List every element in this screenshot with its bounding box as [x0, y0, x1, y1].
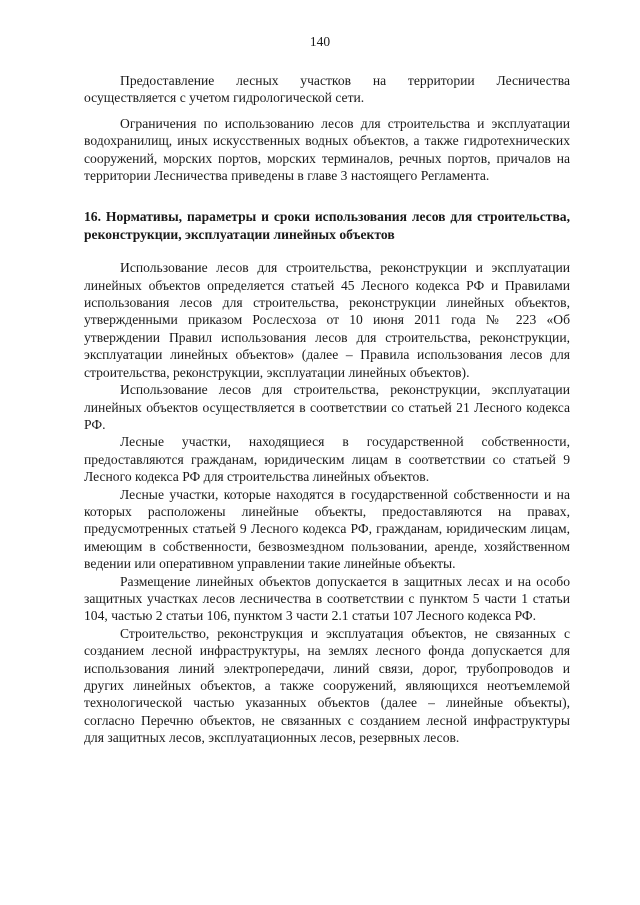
- paragraph-forest-plots-hydrology: Предоставление лесных участков на территории Лесничества осуществляется с учетом гидрологической сети.: [84, 73, 570, 106]
- paragraph-water-restrictions: Ограничения по использованию лесов для строительства и эксплуатации водохранилищ, иных искусственных водных объектов, а также гидротехнических сооружений, морских портов, морских терминалов, речных портов, причалов на территории Лесничества приведены в главе 3 настоящего Регламента.: [84, 115, 570, 184]
- section-paragraph: Лесные участки, которые находятся в государственной собственности и на которых расположены линейные объекты, предоставляются на правах, предусмотренных статьей 9 Лесного кодекса РФ, гражданам, юридическим лицам, имеющим в собственности, безвозмездном пользовании, аренде, хозяйственном ведении или оперативном управлении такие линейные объекты.: [84, 486, 570, 572]
- section-paragraph: Размещение линейных объектов допускается в защитных лесах и на особо защитных участках лесов лесничества в соответствии с пунктом 5 части 1 статьи 104, частью 2 статьи 106, пунктом 3 части 2.1 статьи 107 Лесного кодекса РФ.: [84, 573, 570, 624]
- section-paragraph: Лесные участки, находящиеся в государственной собственности, предоставляются гражданам, юридическим лицам в соответствии со статьей 9 Лесного кодекса РФ для строительства линейных объектов.: [84, 434, 570, 485]
- section-paragraph: Строительство, реконструкция и эксплуатация объектов, не связанных с созданием лесной инфраструктуры, на землях лесного фонда допускается для использования линий электропередачи, линий связи, дорог, трубопроводов и других линейных объектов, а также сооружений, являющихся неотъемлемой технологической частью указанных объектов (далее – линейные объекты), согласно Перечню объектов, не связанных с созданием лесной инфраструктуры для защитных лесов, эксплуатационных лесов, резервных лесов.: [84, 625, 570, 746]
- section-paragraph: Использование лесов для строительства, реконструкции и эксплуатации линейных объектов определяется статьей 45 Лесного кодекса РФ и Правилами использования лесов для строительства, реконструкции линейных объектов, утвержденными приказом Рослесхоза от 10 июня 2011 года № 223 «Об утверждении Правил использования лесов для строительства, реконструкции, эксплуатации линейных объектов» (далее – Правила использования лесов для строительства, реконструкции, эксплуатации линейных объектов).: [84, 260, 570, 380]
- page-number: 140: [309, 34, 331, 49]
- section-paragraph: Использование лесов для строительства, реконструкции, эксплуатации линейных объектов осуществляется в соответствии со статьей 21 Лесного кодекса РФ.: [84, 382, 570, 432]
- section-heading: 16. Нормативы, параметры и сроки использования лесов для строительства, реконструкции, эксплуатации линейных объектов: [84, 209, 570, 242]
- page-content: [84, 72, 570, 747]
